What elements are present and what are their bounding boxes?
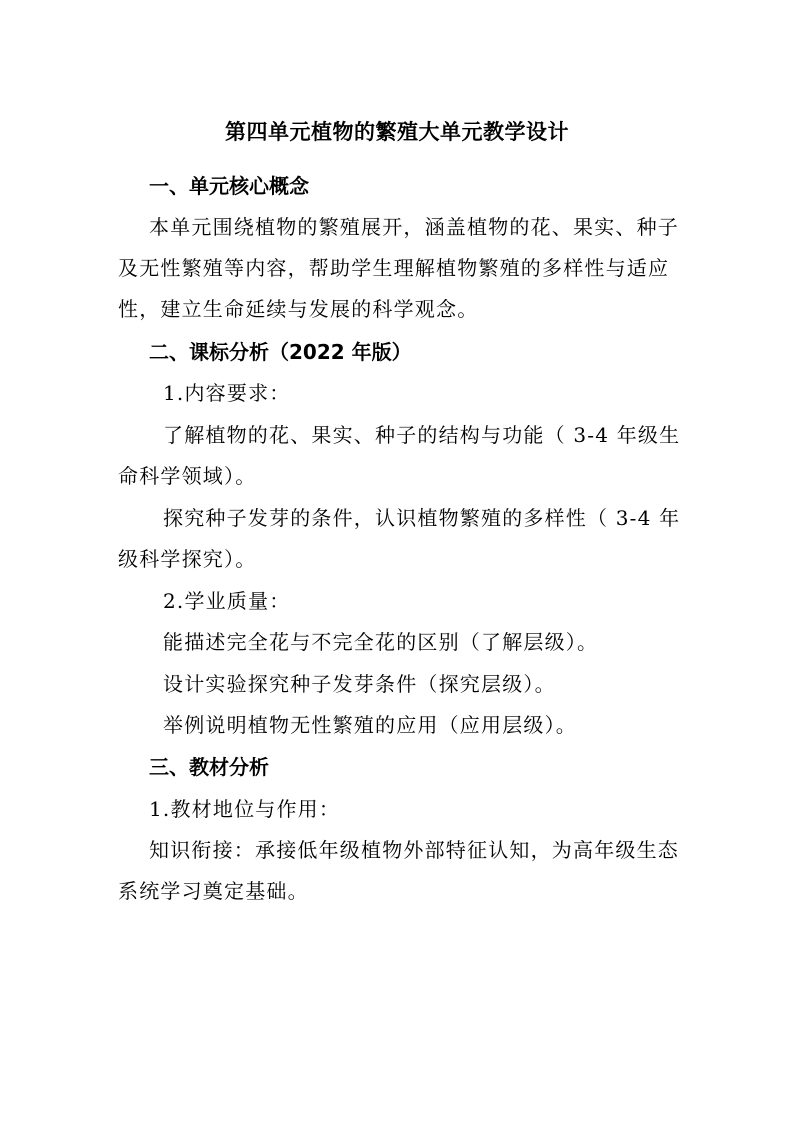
paragraph-line: 本单元围绕植物的繁殖展开，涵盖植物的花、果实、种子 bbox=[149, 215, 679, 239]
document-title: 第四单元植物的繁殖大单元教学设计 bbox=[225, 120, 569, 144]
paragraph-line: 探究种子发芽的条件，认识植物繁殖的多样性（ 3-4 年 bbox=[163, 506, 681, 530]
list-item: 设计实验探究种子发芽条件（探究层级）。 bbox=[163, 672, 556, 696]
subitem-label: 2.学业质量： bbox=[163, 589, 291, 613]
paragraph-line: 系统学习奠定基础。 bbox=[118, 879, 309, 903]
list-item: 能描述完全花与不完全花的区别（了解层级）。 bbox=[163, 630, 599, 654]
paragraph-line: 及无性繁殖等内容，帮助学生理解植物繁殖的多样性与适应 bbox=[118, 256, 670, 280]
section-heading-curriculum-analysis: 二、课标分析（2022 年版） bbox=[149, 340, 412, 364]
section-heading-textbook-analysis: 三、教材分析 bbox=[149, 755, 269, 779]
paragraph-line: 性，建立生命延续与发展的科学观念。 bbox=[118, 297, 479, 321]
paragraph-line: 命科学领域）。 bbox=[118, 464, 257, 488]
subitem-label: 1.内容要求： bbox=[163, 381, 291, 405]
paragraph-line: 知识衔接：承接低年级植物外部特征认知，为高年级生态 bbox=[149, 838, 679, 862]
paragraph-line: 级科学探究）。 bbox=[118, 547, 257, 571]
section-heading-core-concept: 一、单元核心概念 bbox=[149, 174, 309, 198]
list-item: 举例说明植物无性繁殖的应用（应用层级）。 bbox=[163, 713, 577, 737]
paragraph-line: 了解植物的花、果实、种子的结构与功能（ 3-4 年级生 bbox=[163, 423, 681, 447]
subitem-label: 1.教材地位与作用： bbox=[149, 797, 341, 821]
